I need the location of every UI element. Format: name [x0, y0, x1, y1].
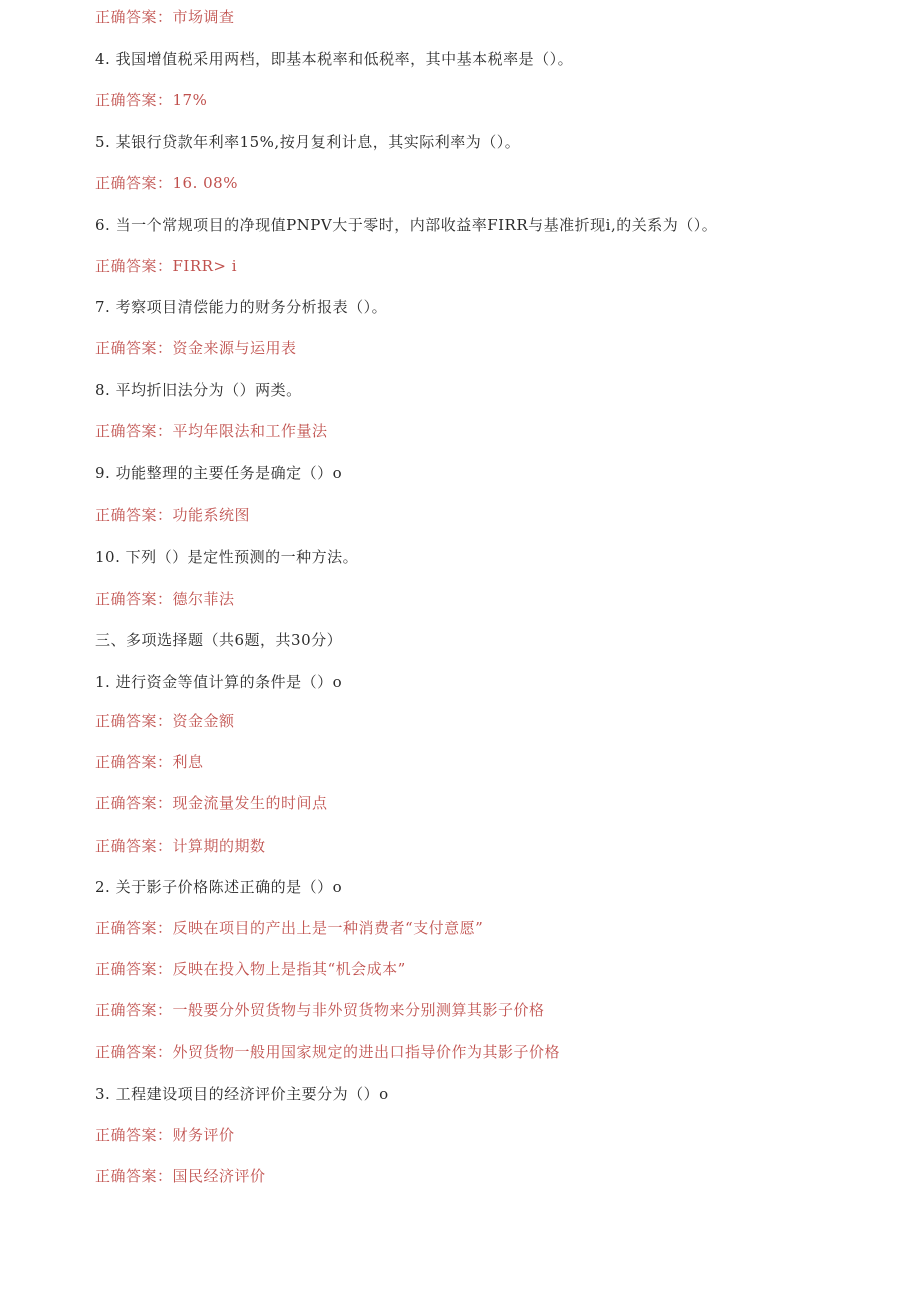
- question-line: 2. 关于影子价格陈述正确的是（）o: [95, 878, 343, 896]
- answer-line: 正确答案：资金金额: [95, 712, 235, 730]
- question-line: 8. 平均折旧法分为（）两类。: [95, 381, 302, 399]
- answer-line: 正确答案：国民经济评价: [95, 1167, 266, 1185]
- question-line: 10. 下列（）是定性预测的一种方法。: [95, 548, 359, 566]
- answer-line: 正确答案：德尔菲法: [95, 590, 235, 608]
- answer-line: 正确答案：功能系统图: [95, 506, 251, 524]
- answer-line: 正确答案：反映在投入物上是指其“机会成本”: [95, 960, 406, 978]
- question-line: 3. 工程建设项目的经济评价主要分为（）o: [95, 1085, 389, 1103]
- answer-line: 正确答案：利息: [95, 753, 204, 771]
- answer-line: 正确答案：资金来源与运用表: [95, 339, 297, 357]
- answer-line: 正确答案：平均年限法和工作量法: [95, 422, 328, 440]
- answer-line: 正确答案：16. 08%: [95, 174, 238, 192]
- answer-line: 正确答案：反映在项目的产出上是一种消费者“支付意愿”: [95, 919, 484, 937]
- answer-line: 正确答案：计算期的期数: [95, 837, 266, 855]
- answer-line: 正确答案：市场调查: [95, 8, 235, 26]
- question-line: 1. 进行资金等值计算的条件是（）o: [95, 673, 343, 691]
- question-line: 6. 当一个常规项目的净现值PNPV大于零时，内部收益率FIRR与基准折现i,的关系为（）。: [95, 216, 718, 234]
- question-line: 9. 功能整理的主要任务是确定（）o: [95, 464, 343, 482]
- answer-line: 正确答案：财务评价: [95, 1126, 235, 1144]
- question-line: 7. 考察项目清偿能力的财务分析报表（）。: [95, 298, 388, 316]
- question-line: 4. 我国增值税采用两档，即基本税率和低税率，其中基本税率是（）。: [95, 50, 574, 68]
- answer-line: 正确答案：FIRR> i: [95, 257, 238, 275]
- answer-line: 正确答案：17%: [95, 91, 208, 109]
- answer-line: 正确答案：一般要分外贸货物与非外贸货物来分别测算其影子价格: [95, 1001, 545, 1019]
- section-heading: 三、多项选择题（共6题，共30分）: [95, 631, 343, 649]
- answer-line: 正确答案：现金流量发生的时间点: [95, 794, 328, 812]
- question-line: 5. 某银行贷款年利率15%,按月复利计息，其实际利率为（）。: [95, 133, 521, 151]
- answer-line: 正确答案：外贸货物一般用国家规定的进出口指导价作为其影子价格: [95, 1043, 561, 1061]
